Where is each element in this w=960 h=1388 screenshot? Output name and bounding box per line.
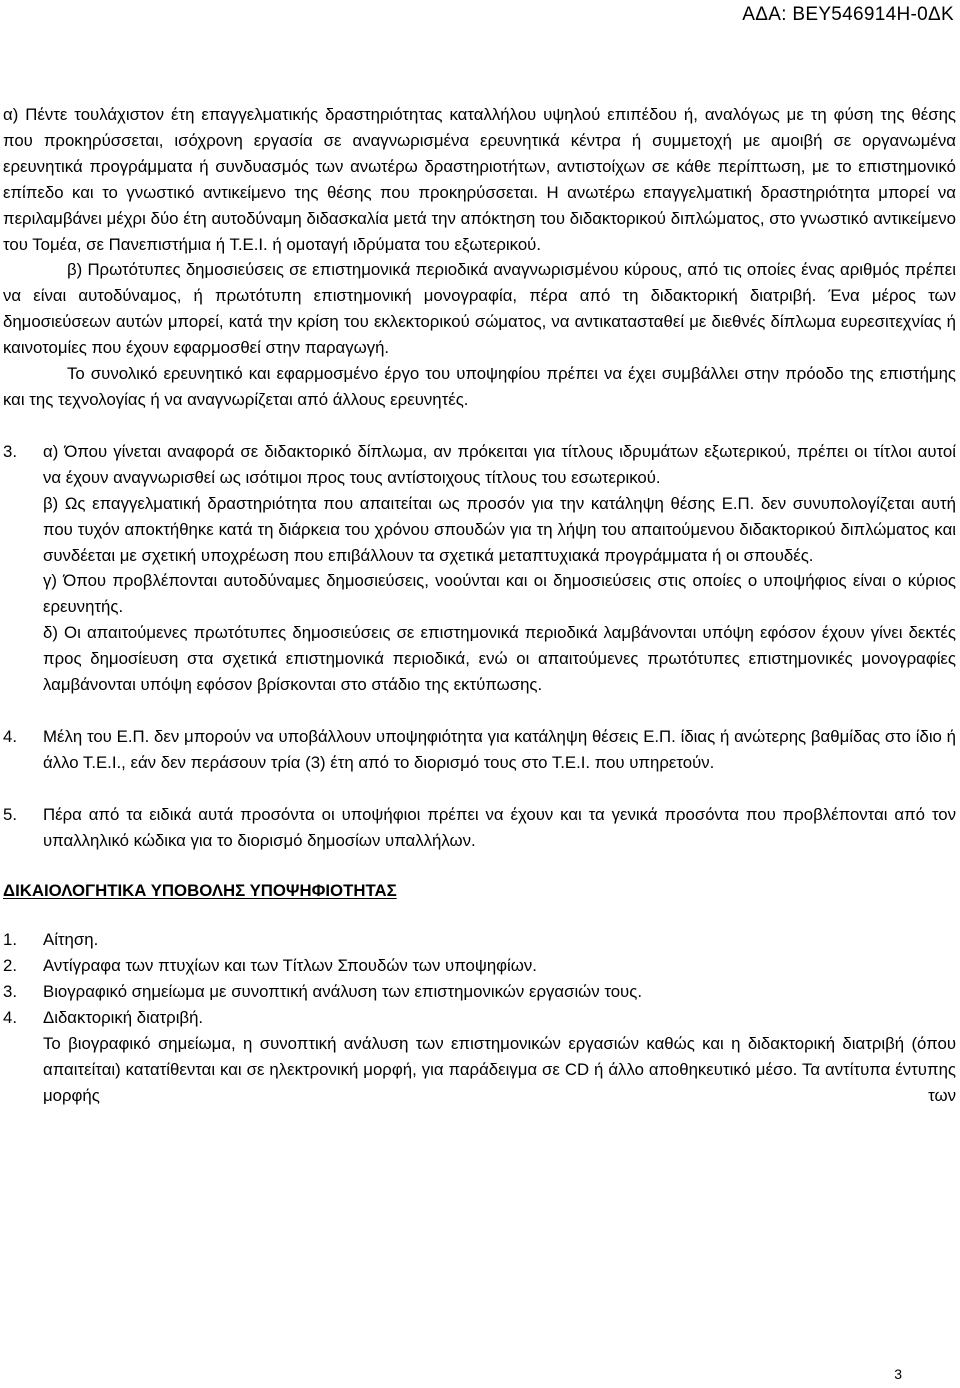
section-3-number: 3.: [3, 441, 17, 461]
section-5: [3, 802, 956, 854]
list-item: [3, 927, 956, 953]
paragraph-b: β) Πρωτότυπες δημοσιεύσεις σε επιστημονικά περιοδικά αναγνωρισμένου κύρους, από τις οποίες ένας αριθμός πρέπει να είναι αυτοδύναμος, ή πρωτότυπη επιστημονική μονογραφία, πέρα από τη διδακτορική διατριβή. Ένα μέρος των δημοσιεύσεων αυτών μπορεί, κατά την κρίση του εκλεκτορικού σώματος, να αντικατασταθεί με διεθνές δίπλωμα ευρεσιτεχνίας ή καινοτομίες που έχουν εφαρμοσθεί στην παραγωγή.: [3, 260, 956, 358]
list-item-text: Διδακτορική διατριβή.: [43, 1008, 204, 1028]
page-number: 3: [894, 1366, 902, 1382]
list-item-text: Αντίγραφα των πτυχίων και των Τίτλων Σπουδών των υποψηφίων.: [43, 956, 537, 976]
heading-first-letter: Δ: [3, 880, 16, 900]
list-item: [3, 1005, 956, 1031]
section-3-d: δ) Οι απαιτούμενες πρωτότυπες δημοσιεύσεις σε επιστημονικά περιοδικά λαμβάνονται υπόψη εφόσον έχουν γίνει δεκτές προς δημοσίευση στα σχετικά επιστημονικά περιοδικά, ενώ οι απαιτούμενες πρωτότυπες επιστημονικές μονογραφίες λαμβάνονται υπόψη εφόσον βρίσκονται στο στάδιο της εκτύπωσης.: [43, 623, 956, 695]
heading-rest: ΙΚΑΙΟΛΟΓΗΤΙΚΑ ΥΠΟΒΟΛΗΣ ΥΠΟΨΗΦΙΟΤΗΤΑΣ: [15, 880, 397, 900]
list-item: [3, 953, 956, 979]
list-item-text: Αίτηση.: [43, 930, 99, 950]
list-item: [3, 979, 956, 1005]
paragraph-a: α) Πέντε τουλάχιστον έτη επαγγελματικής δραστηριότητας καταλλήλου υψηλού επιπέδου ή, αναλόγως με τη φύση της θέσης που προκηρύσσεται, ισόχρονη εργασία σε αναγνωρισμένα ερευνητικά κέντρα ή συμμετοχή με αμοιβή σε οργανωμένα ερευνητικά προγράμματα ή συνδυασμός των ανωτέρω δραστηριοτήτων, αντιστοίχων σε κάθε περίπτωση, με το επιστημονικό επίπεδο και το γνωστικό αντικείμενο της θέσης που προκηρύσσεται. Η ανωτέρω επαγγελματική δραστηριότητα μπορεί να περιλαμβάνει μέχρι δύο έτη αυτοδύναμη διδασκαλία μετά την απόκτηση του διδακτορικού διπλώματος, στο γνωστικό αντικείμενο του Τομέα, σε Πανεπιστήμια ή Τ.Ε.Ι. ή ομοταγή ιδρύματα του εξωτερικού.: [3, 105, 956, 254]
list-item-number: 1.: [3, 930, 17, 950]
ada-header: ΑΔΑ: ΒΕΥ546914Η-0ΔΚ: [742, 4, 954, 25]
section-heading: [3, 878, 956, 904]
section-3: [3, 439, 956, 491]
section-4-number: 4.: [3, 726, 17, 746]
section-4: [3, 724, 956, 776]
section-5-text: Πέρα από τα ειδικά αυτά προσόντα οι υποψήφιοι πρέπει να έχουν και τα γενικά προσόντα που προβλέπονται από τον υπαλληλικό κώδικα για το διορισμό δημοσίων υπαλλήλων.: [43, 804, 956, 850]
document-body: [3, 102, 956, 1109]
section-5-number: 5.: [3, 804, 17, 824]
list-item-number: 2.: [3, 956, 17, 976]
list-item-text: Βιογραφικό σημείωμα με συνοπτική ανάλυση των επιστημονικών εργασιών τους.: [43, 982, 642, 1002]
list-item-number: 3.: [3, 982, 17, 1002]
section-4-text: Μέλη του Ε.Π. δεν μπορούν να υποβάλλουν υποψηφιότητα για κατάληψη θέσεις Ε.Π. ίδιας ή ανώτερης βαθμίδας στο ίδιο ή άλλο Τ.Ε.Ι., εάν δεν περάσουν τρία (3) έτη από το διορισμό τους στο Τ.Ε.Ι. που υπηρετούν.: [43, 726, 956, 772]
section-3-b: β) Ως επαγγελματική δραστηριότητα που απαιτείται ως προσόν για την κατάληψη θέσης Ε.Π. δεν συνυπολογίζεται αυτή που τυχόν αποκτήθηκε κατά τη διάρκεια του χρόνου σπουδών για τη λήψη του απαιτούμενου διδακτορικού διπλώματος και συνδέεται με σχετική υποχρέωση που επιβάλλουν τα σχετικά μεταπτυχιακά προγράμματα ή οι σπουδές.: [43, 493, 956, 565]
section-3-a: α) Όπου γίνεται αναφορά σε διδακτορικό δίπλωμα, αν πρόκειται για τίτλους ιδρυμάτων εξωτερικού, πρέπει οι τίτλοι αυτοί να έχουν αναγνωρισθεί ως ισότιμοι προς τους αντίστοιχους τίτλους του εσωτερικού.: [43, 441, 956, 487]
paragraph-total-work: Το συνολικό ερευνητικό και εφαρμοσμένο έργο του υποψηφίου πρέπει να έχει συμβάλλει στην πρόοδο της επιστήμης και της τεχνολογίας ή να αναγνωρίζεται από άλλους ερευνητές.: [3, 364, 956, 409]
section-3-c: γ) Όπου προβλέπονται αυτοδύναμες δημοσιεύσεις, νοούνται και οι δημοσιεύσεις στις οποίες ο υποψήφιος είναι ο κύριος ερευνητής.: [43, 571, 956, 617]
list-item-4-note: Το βιογραφικό σημείωμα, η συνοπτική ανάλυση των επιστημονικών εργασιών καθώς και η διδακτορική διατριβή (όπου απαιτείται) κατατίθενται και σε ηλεκτρονική μορφή, για παράδειγμα σε CD ή άλλο αποθηκευτικό μέσο. Τα αντίτυπα έντυπης μορφής των: [43, 1034, 956, 1105]
list-item-number: 4.: [3, 1008, 17, 1028]
